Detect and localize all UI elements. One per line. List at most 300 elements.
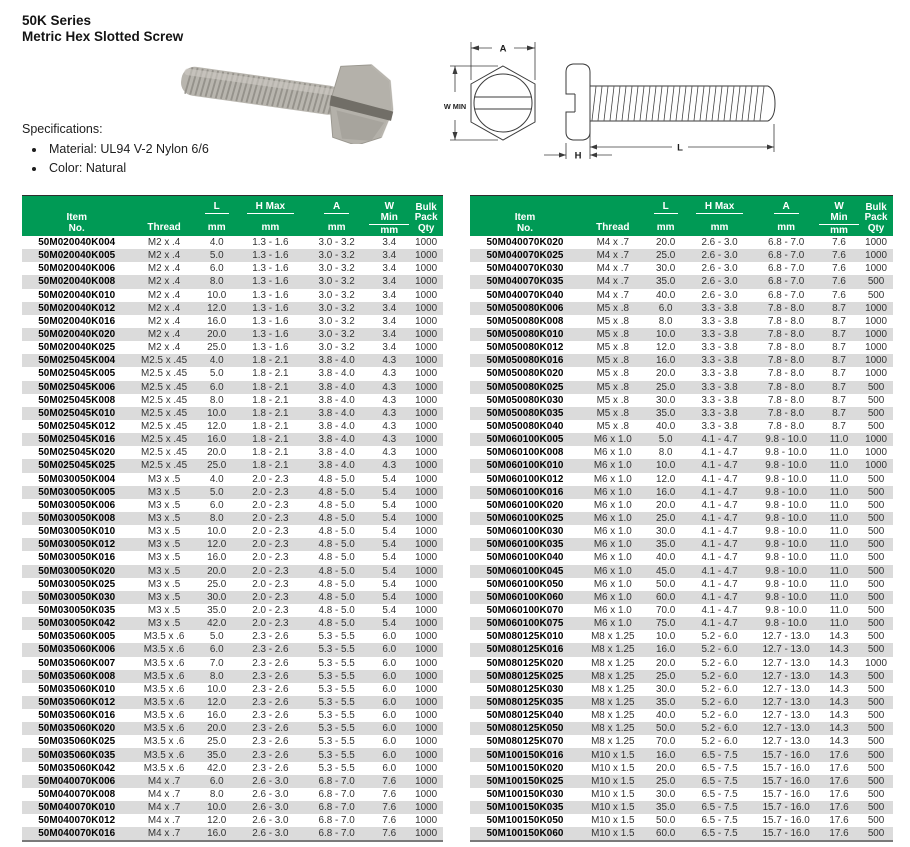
dim-label-wmin: W MIN	[443, 102, 467, 111]
w-min-cell: 11.0	[829, 526, 849, 538]
w-min-cell: 14.3	[829, 631, 849, 643]
qty-cell: 500	[867, 539, 885, 551]
table-row	[470, 394, 893, 407]
table-row	[470, 302, 893, 315]
item-no-cell: 50M035060K007	[38, 657, 116, 669]
item-no-cell: 50M030050K010	[38, 526, 116, 538]
table-row	[22, 683, 443, 696]
a-cell: 9.8 - 10.0	[765, 460, 808, 472]
item-no-cell: 50M080125K020	[486, 657, 564, 669]
qty-cell: 1000	[415, 631, 438, 643]
item-no-cell: 50M040070K025	[486, 250, 564, 262]
table-row	[22, 735, 443, 748]
qty-cell: 1000	[415, 657, 438, 669]
qty-cell: 500	[867, 723, 885, 735]
w-min-cell: 3.4	[382, 263, 397, 275]
item-no-cell: 50M100150K020	[486, 762, 564, 774]
item-no-cell: 50M035060K010	[38, 683, 116, 695]
length-cell: 30.0	[207, 591, 227, 603]
table-row	[470, 315, 893, 328]
h-max-cell: 3.3 - 3.8	[701, 407, 738, 419]
item-no-cell: 50M030050K004	[38, 473, 116, 485]
thread-cell: M2 x .4	[147, 237, 181, 249]
a-cell: 3.8 - 4.0	[318, 407, 355, 419]
length-cell: 42.0	[207, 618, 227, 630]
h-max-cell: 6.5 - 7.5	[701, 749, 738, 761]
thread-cell: M5 x .8	[596, 355, 629, 367]
length-cell: 6.0	[209, 644, 224, 656]
qty-cell: 1000	[415, 421, 438, 433]
item-no-cell: 50M020040K004	[38, 237, 116, 249]
qty-cell: 500	[867, 473, 885, 485]
w-min-cell: 11.0	[829, 591, 849, 603]
h-max-cell: 2.3 - 2.6	[252, 670, 289, 682]
length-cell: 35.0	[656, 539, 676, 551]
w-min-cell: 8.7	[832, 381, 846, 393]
a-cell: 9.8 - 10.0	[765, 473, 808, 485]
a-cell: 3.0 - 3.2	[318, 302, 355, 314]
thread-cell: M2.5 x .45	[141, 434, 188, 446]
a-cell: 5.3 - 5.5	[318, 696, 355, 708]
thread-cell: M4 x .7	[147, 788, 181, 800]
length-cell: 10.0	[656, 329, 676, 341]
item-no-cell: 50M035060K006	[38, 644, 116, 656]
thread-cell: M6 x 1.0	[593, 591, 632, 603]
item-no-cell: 50M060100K008	[486, 447, 564, 459]
qty-cell: 1000	[415, 460, 438, 472]
thread-cell: M2.5 x .45	[141, 355, 188, 367]
length-cell: 6.0	[658, 302, 673, 314]
h-max-cell: 1.3 - 1.6	[252, 315, 289, 327]
thread-cell: M4 x .7	[147, 802, 181, 814]
thread-cell: M6 x 1.0	[593, 473, 632, 485]
table-row	[22, 486, 443, 499]
qty-cell: 1000	[415, 775, 438, 787]
w-min-cell: 6.0	[382, 710, 397, 722]
qty-cell: 1000	[865, 368, 888, 380]
thread-cell: M3 x .5	[147, 578, 181, 590]
a-cell: 5.3 - 5.5	[318, 683, 355, 695]
length-cell: 35.0	[656, 276, 676, 288]
table-row	[22, 341, 443, 354]
length-cell: 75.0	[656, 618, 676, 630]
table-row	[22, 315, 443, 328]
h-max-cell: 4.1 - 4.7	[701, 447, 738, 459]
thread-cell: M10 x 1.5	[591, 802, 635, 814]
h-max-cell: 2.0 - 2.3	[252, 552, 289, 564]
qty-cell: 1000	[415, 683, 438, 695]
item-no-cell: 50M040070K020	[486, 237, 564, 249]
h-max-cell: 1.8 - 2.1	[252, 355, 289, 367]
item-no-cell: 50M050080K008	[486, 315, 564, 327]
length-cell: 35.0	[656, 696, 676, 708]
length-cell: 4.0	[209, 473, 224, 485]
length-cell: 16.0	[207, 315, 227, 327]
qty-cell: 1000	[415, 788, 438, 800]
length-cell: 12.0	[656, 342, 676, 354]
length-cell: 20.0	[207, 565, 227, 577]
col-header-l: L mm	[197, 196, 237, 237]
length-cell: 12.0	[207, 815, 227, 827]
thread-cell: M6 x 1.0	[593, 513, 632, 525]
hex-outline	[471, 66, 535, 140]
w-min-cell: 14.3	[829, 670, 849, 682]
w-min-cell: 5.4	[382, 591, 397, 603]
w-min-cell: 6.0	[382, 670, 397, 682]
thread-cell: M4 x .7	[596, 263, 629, 275]
thread-cell: M6 x 1.0	[593, 434, 632, 446]
h-max-cell: 2.6 - 3.0	[252, 775, 289, 787]
qty-cell: 1000	[415, 486, 438, 498]
thread-cell: M5 x .8	[596, 407, 629, 419]
qty-cell: 500	[867, 644, 885, 656]
item-no-cell: 50M060100K035	[486, 539, 564, 551]
table-row	[470, 381, 893, 394]
spec-item: • Material: UL94 V-2 Nylon 6/6	[46, 140, 209, 159]
h-max-cell: 1.3 - 1.6	[252, 250, 289, 262]
length-cell: 20.0	[207, 723, 227, 735]
h-max-cell: 6.5 - 7.5	[701, 815, 738, 827]
table-row	[470, 762, 893, 775]
h-max-cell: 4.1 - 4.7	[701, 578, 738, 590]
w-min-cell: 14.3	[829, 723, 849, 735]
col-header-l: L mm	[646, 196, 686, 237]
item-no-cell: 50M035060K035	[38, 749, 116, 761]
col-header-thread: Thread	[131, 196, 196, 237]
table-row	[22, 433, 443, 446]
qty-cell: 1000	[865, 302, 888, 314]
length-cell: 60.0	[656, 591, 676, 603]
h-max-cell: 6.5 - 7.5	[701, 762, 738, 774]
a-cell: 5.3 - 5.5	[318, 736, 355, 748]
h-max-cell: 1.3 - 1.6	[252, 302, 289, 314]
length-cell: 35.0	[656, 407, 676, 419]
item-no-cell: 50M060100K025	[486, 513, 564, 525]
item-no-cell: 50M025045K012	[38, 421, 116, 433]
length-cell: 25.0	[656, 513, 676, 525]
qty-cell: 500	[867, 578, 885, 590]
item-no-cell: 50M040070K030	[486, 263, 564, 275]
col-header-qty: Bulk Pack Qty	[859, 196, 893, 237]
a-cell: 6.8 - 7.0	[318, 775, 355, 787]
thread-cell: M3 x .5	[147, 552, 181, 564]
w-min-cell: 11.0	[829, 473, 849, 485]
thread-cell: M10 x 1.5	[591, 775, 635, 787]
table-row	[470, 617, 893, 630]
table-row	[470, 275, 893, 288]
length-cell: 12.0	[207, 539, 227, 551]
table-row	[470, 328, 893, 341]
length-cell: 30.0	[656, 526, 676, 538]
w-min-cell: 11.0	[829, 460, 849, 472]
qty-cell: 1000	[415, 710, 438, 722]
w-min-cell: 17.6	[829, 815, 849, 827]
table-row	[22, 617, 443, 630]
length-cell: 40.0	[656, 710, 676, 722]
qty-cell: 500	[867, 788, 885, 800]
h-max-cell: 1.8 - 2.1	[252, 394, 289, 406]
table-row	[470, 814, 893, 827]
qty-cell: 1000	[415, 591, 438, 603]
a-cell: 9.8 - 10.0	[765, 618, 808, 630]
table-row	[470, 446, 893, 459]
a-cell: 3.0 - 3.2	[318, 237, 355, 249]
qty-cell: 500	[867, 276, 885, 288]
h-max-cell: 2.3 - 2.6	[252, 657, 289, 669]
thread-cell: M2.5 x .45	[141, 394, 188, 406]
table-row	[22, 446, 443, 459]
a-cell: 3.8 - 4.0	[318, 368, 355, 380]
w-min-cell: 6.0	[382, 631, 397, 643]
length-cell: 12.0	[207, 696, 227, 708]
a-cell: 9.8 - 10.0	[765, 578, 808, 590]
a-cell: 7.8 - 8.0	[768, 394, 805, 406]
thread-cell: M3 x .5	[147, 539, 181, 551]
item-no-cell: 50M060100K070	[486, 605, 564, 616]
thread-cell: M4 x .7	[596, 289, 629, 301]
a-cell: 4.8 - 5.0	[318, 486, 355, 498]
h-max-cell: 4.1 - 4.7	[701, 499, 738, 511]
a-cell: 12.7 - 13.0	[762, 644, 810, 656]
a-cell: 9.8 - 10.0	[765, 486, 808, 498]
h-max-cell: 1.3 - 1.6	[252, 289, 289, 301]
item-no-cell: 50M030050K008	[38, 513, 116, 525]
thread-cell: M2 x .4	[147, 342, 181, 354]
w-min-cell: 8.7	[832, 302, 846, 314]
item-no-cell: 50M060100K075	[486, 618, 564, 630]
a-cell: 4.8 - 5.0	[318, 473, 355, 485]
w-min-cell: 6.0	[382, 696, 397, 708]
table-row	[470, 748, 893, 761]
h-max-cell: 4.1 - 4.7	[701, 591, 738, 603]
thread-cell: M2 x .4	[147, 250, 181, 262]
table-row	[22, 722, 443, 735]
length-cell: 16.0	[656, 644, 676, 656]
h-max-cell: 5.2 - 6.0	[701, 736, 738, 748]
table-row	[470, 801, 893, 814]
w-min-cell: 17.6	[829, 749, 849, 761]
item-no-cell: 50M020040K005	[38, 250, 116, 262]
h-max-cell: 5.2 - 6.0	[701, 696, 738, 708]
table-row	[470, 670, 893, 683]
length-cell: 20.0	[656, 368, 676, 380]
h-max-cell: 2.3 - 2.6	[252, 631, 289, 643]
table-header	[22, 196, 443, 237]
item-no-cell: 50M040070K008	[38, 788, 116, 800]
w-min-cell: 6.0	[382, 657, 397, 669]
table-row	[22, 604, 443, 617]
h-max-cell: 1.8 - 2.1	[252, 381, 289, 393]
qty-cell: 1000	[415, 381, 438, 393]
table-row	[470, 788, 893, 801]
a-cell: 4.8 - 5.0	[318, 499, 355, 511]
h-max-cell: 3.3 - 3.8	[701, 368, 738, 380]
h-max-cell: 2.3 - 2.6	[252, 683, 289, 695]
h-max-cell: 2.0 - 2.3	[252, 486, 289, 498]
item-no-cell: 50M030050K030	[38, 591, 116, 603]
h-max-cell: 2.0 - 2.3	[252, 513, 289, 525]
table-row	[22, 328, 443, 341]
length-cell: 25.0	[656, 775, 676, 787]
item-no-cell: 50M100150K030	[486, 788, 564, 800]
item-no-cell: 50M060100K010	[486, 460, 564, 472]
h-max-cell: 4.1 - 4.7	[701, 434, 738, 446]
item-no-cell: 50M030050K005	[38, 486, 116, 498]
w-min-cell: 3.4	[382, 315, 397, 327]
col-header-a: A mm	[753, 196, 819, 237]
qty-cell: 1000	[415, 237, 438, 249]
item-no-cell: 50M030050K016	[38, 552, 116, 564]
h-max-cell: 3.3 - 3.8	[701, 329, 738, 341]
table-row	[470, 591, 893, 604]
thread-cell: M5 x .8	[596, 302, 629, 314]
table-row	[470, 433, 893, 446]
a-cell: 12.7 - 13.0	[762, 683, 810, 695]
item-no-cell: 50M050080K020	[486, 368, 564, 380]
a-cell: 6.8 - 7.0	[768, 276, 805, 288]
w-min-cell: 7.6	[382, 828, 397, 840]
qty-cell: 1000	[415, 355, 438, 367]
a-cell: 7.8 - 8.0	[768, 329, 805, 341]
w-min-cell: 5.4	[382, 499, 397, 511]
thread-cell: M2.5 x .45	[141, 447, 188, 459]
thread-cell: M4 x .7	[147, 775, 181, 787]
h-max-cell: 1.3 - 1.6	[252, 342, 289, 354]
w-min-cell: 5.4	[382, 513, 397, 525]
thread-cell: M4 x .7	[596, 276, 629, 288]
h-max-cell: 1.8 - 2.1	[252, 460, 289, 472]
qty-cell: 500	[867, 696, 885, 708]
table-row	[470, 262, 893, 275]
w-min-cell: 7.6	[832, 250, 846, 262]
length-cell: 5.0	[209, 368, 224, 380]
thread-cell: M6 x 1.0	[593, 565, 632, 577]
length-cell: 16.0	[656, 749, 676, 761]
item-no-cell: 50M040070K010	[38, 802, 116, 814]
table-row	[22, 643, 443, 656]
qty-cell: 1000	[415, 605, 438, 616]
page-subtitle: Metric Hex Slotted Screw	[22, 29, 184, 44]
w-min-cell: 8.7	[832, 394, 846, 406]
thread-cell: M8 x 1.25	[591, 736, 635, 748]
spec-table-right	[470, 195, 893, 842]
length-cell: 25.0	[207, 342, 227, 354]
a-cell: 7.8 - 8.0	[768, 421, 805, 433]
table-row	[470, 565, 893, 578]
thread-cell: M6 x 1.0	[593, 578, 632, 590]
length-cell: 16.0	[207, 434, 227, 446]
w-min-cell: 5.4	[382, 618, 397, 630]
a-cell: 9.8 - 10.0	[765, 499, 808, 511]
qty-cell: 1000	[415, 513, 438, 525]
length-cell: 40.0	[656, 421, 676, 433]
thread-cell: M8 x 1.25	[591, 631, 635, 643]
qty-cell: 1000	[415, 526, 438, 538]
a-cell: 5.3 - 5.5	[318, 631, 355, 643]
thread-cell: M3.5 x .6	[143, 696, 185, 708]
w-min-cell: 8.7	[832, 421, 846, 433]
qty-cell: 1000	[415, 802, 438, 814]
w-min-cell: 4.3	[382, 355, 397, 367]
length-cell: 20.0	[656, 499, 676, 511]
item-no-cell: 50M080125K010	[486, 631, 564, 643]
length-cell: 8.0	[209, 788, 224, 800]
a-cell: 6.8 - 7.0	[318, 788, 355, 800]
item-no-cell: 50M060100K040	[486, 552, 564, 564]
a-cell: 3.0 - 3.2	[318, 329, 355, 341]
a-cell: 6.8 - 7.0	[768, 263, 805, 275]
table-row	[470, 512, 893, 525]
qty-cell: 500	[867, 618, 885, 630]
h-max-cell: 1.3 - 1.6	[252, 237, 289, 249]
table-row	[22, 709, 443, 722]
qty-cell: 500	[867, 591, 885, 603]
w-min-cell: 17.6	[829, 762, 849, 774]
h-max-cell: 5.2 - 6.0	[701, 710, 738, 722]
w-min-cell: 6.0	[382, 683, 397, 695]
thread-cell: M8 x 1.25	[591, 696, 635, 708]
item-no-cell: 50M100150K025	[486, 775, 564, 787]
thread-cell: M5 x .8	[596, 315, 629, 327]
thread-cell: M8 x 1.25	[591, 657, 635, 669]
item-no-cell: 50M050080K010	[486, 329, 564, 341]
w-min-cell: 8.7	[832, 407, 846, 419]
table-row	[470, 775, 893, 788]
table-row	[22, 748, 443, 761]
qty-cell: 1000	[865, 250, 888, 262]
w-min-cell: 3.4	[382, 302, 397, 314]
h-max-cell: 6.5 - 7.5	[701, 775, 738, 787]
thread-cell: M2.5 x .45	[141, 368, 188, 380]
item-no-cell: 50M050080K006	[486, 302, 564, 314]
h-max-cell: 2.3 - 2.6	[252, 696, 289, 708]
thread-cell: M3 x .5	[147, 486, 181, 498]
w-min-cell: 11.0	[829, 605, 849, 616]
table-row	[22, 788, 443, 801]
thread-cell: M3.5 x .6	[143, 670, 185, 682]
item-no-cell: 50M050080K012	[486, 342, 564, 354]
length-cell: 8.0	[209, 513, 224, 525]
item-no-cell: 50M020040K025	[38, 342, 116, 354]
item-no-cell: 50M020040K008	[38, 276, 116, 288]
qty-cell: 1000	[415, 447, 438, 459]
a-cell: 5.3 - 5.5	[318, 657, 355, 669]
length-cell: 40.0	[656, 289, 676, 301]
table-row	[22, 814, 443, 827]
w-min-cell: 7.6	[382, 802, 397, 814]
thread-cell: M3.5 x .6	[143, 644, 185, 656]
thread-cell: M3 x .5	[147, 605, 181, 616]
product-photo	[176, 50, 402, 144]
thread-cell: M6 x 1.0	[593, 552, 632, 564]
a-cell: 6.8 - 7.0	[768, 250, 805, 262]
a-cell: 15.7 - 16.0	[762, 828, 810, 840]
h-max-cell: 2.0 - 2.3	[252, 565, 289, 577]
item-no-cell: 50M030050K025	[38, 578, 116, 590]
thread-cell: M3.5 x .6	[143, 749, 185, 761]
length-cell: 8.0	[209, 276, 224, 288]
table-row	[470, 683, 893, 696]
thread-cell: M10 x 1.5	[591, 815, 635, 827]
length-cell: 30.0	[656, 394, 676, 406]
item-no-cell: 50M100150K050	[486, 815, 564, 827]
h-max-cell: 2.6 - 3.0	[252, 802, 289, 814]
length-cell: 25.0	[656, 670, 676, 682]
dim-label-l: L	[677, 142, 683, 154]
item-no-cell: 50M025045K016	[38, 434, 116, 446]
length-cell: 10.0	[207, 289, 227, 301]
length-cell: 8.0	[209, 670, 224, 682]
